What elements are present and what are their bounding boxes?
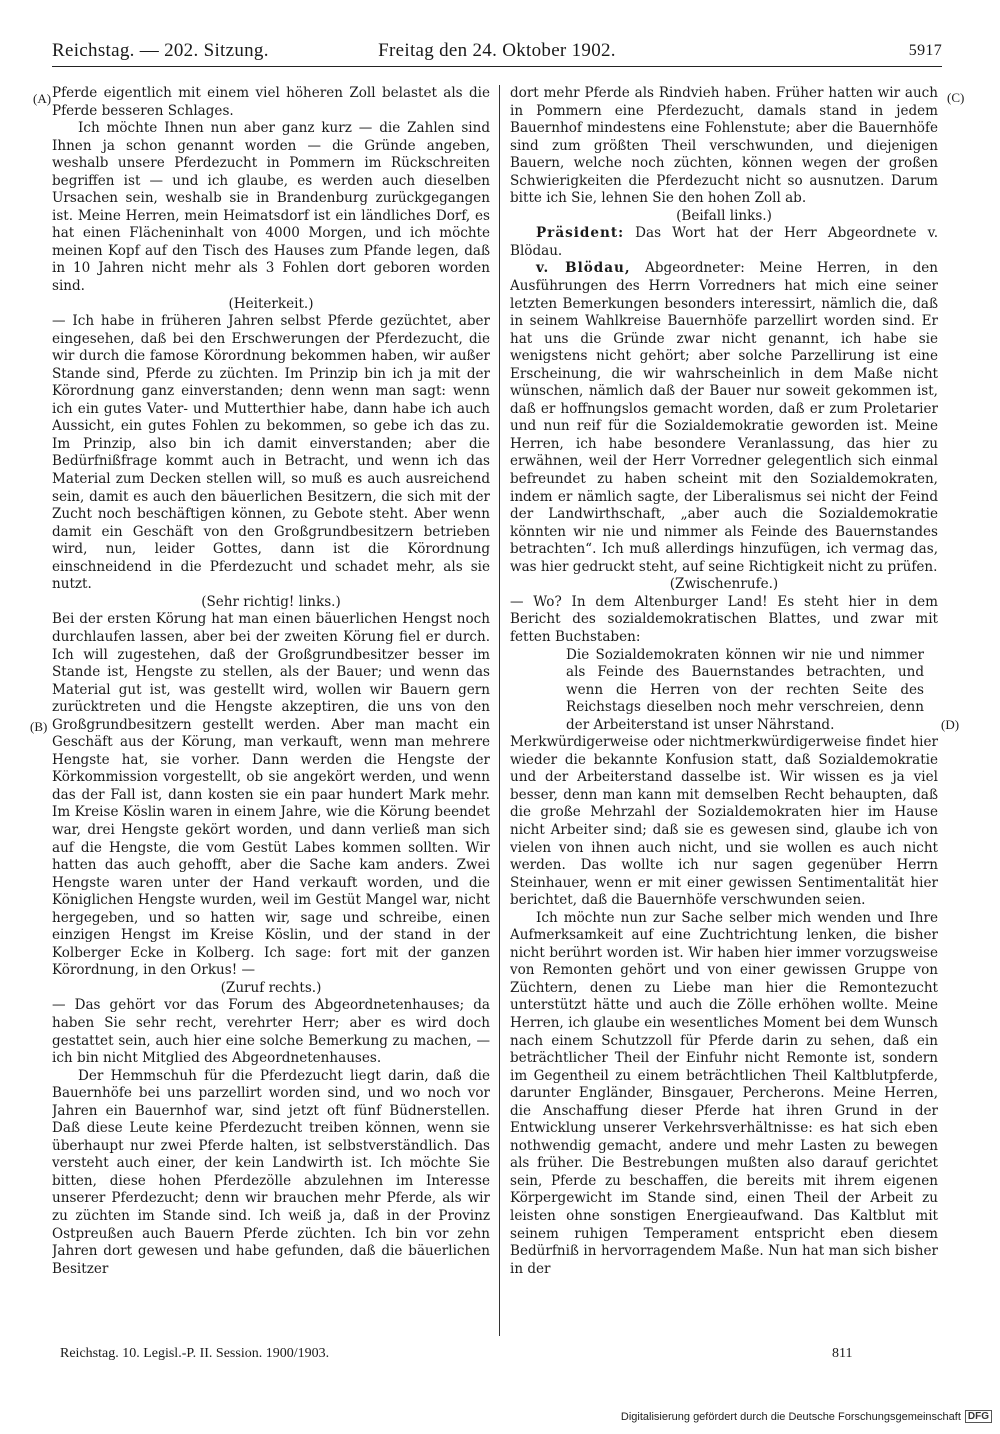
footer — [60, 1346, 498, 1362]
margin-mark-a: (A) — [33, 91, 52, 106]
speaker-text: Abgeordneter: Meine Herren, in den Ausführungen des Herrn Vorredners hat mich eine seiner letzten Bemerkungen besonders interessirt, nämlich die, daß in seinem Wahlkreise Bauernhöfe parzellirt worden sind. Er hat uns die Gründe zwar nicht genannt, ich habe sie wenigstens nicht gehört; aber solche Parzellirung ist eine Erscheinung, die wir wahrscheinlich in dem Maße nicht wünschen, nämlich daß der Bauer nur soweit gekommen ist, daß er hoffnungslos gemacht worden, daß er zum Proletarier und nun reif für die Sozialdemokratie geworden ist. Meine Herren, ich habe besondere Veranlassung, das hier zu erwähnen, weil der Herr Vorredner gelegentlich sich einmal befreundet zu haben scheint mit den Sozialdemokraten, indem er nämlich sagte, der Liberalismus sei nicht der Feind der Landwirthschaft, „aber auch die Sozialdemokratie könnten wir nie und nimmer als Feinde des Bauernstandes betrachten“. Ich muß allerdings hinzufügen, ich vermag das, was hier gedruckt steht, auf seine Richtigkeit nicht zu prüfen. — [510, 260, 938, 575]
right-column — [510, 85, 938, 1340]
speaker-text: Das Wort hat der Herr Abgeordnete v. Blödau. — [510, 225, 938, 259]
paragraph: Merkwürdigerweise oder nichtmerkwürdigerweise findet hier wieder die bekannte Konfusion statt, daß Sozialdemokratie und der Arbeiterstand dasselbe ist. Wir wissen es ja viel besser, denn man kann mit demselben Recht behaupten, daß die große Mehrzahl der Sozialdemokraten hier im Hause nicht Arbeiter sind; daß sie es gewesen sind, glaube ich von vielen von ihnen auch nicht, und sie wollen es auch nicht werden. Das wollte ich nur sagen gegenüber Herrn Steinhauer, wenn er mit einer gewissen Sentimentalität hier berichtet, daß die Bauernhöfe verschwunden seien. — [510, 734, 938, 909]
margin-mark-d: (D) — [941, 717, 960, 732]
speaker-paragraph — [510, 260, 938, 576]
left-column — [52, 85, 490, 1340]
paragraph: — Ich habe in früheren Jahren selbst Pferde gezüchtet, aber eingesehen, daß bei den Erschwerungen der Pferdezucht, die wir durch die famose Körordnung bekommen haben, wir außer Stande sind, Pferde zu züchten. Im Prinzip bin ich ja mit der Körordnung ganz einverstanden; denn wenn man sagt: wenn ich ein gutes Vater- und Mutterthier habe, dann habe ich auch Aussicht, ein gutes Fohlen zu bekommen, so gebe ich das zu. Im Prinzip, also bin ich damit einverstanden; aber die Bedürfnißfrage kommt auch in Betracht, und wenn ich das Material zum Decken stellen will, so muß es auch ausreichend sein, damit es auch den bäuerlichen Besitzern, die sich mit der Zucht noch beschäftigen können, zu Gebote steht. Aber wenn damit ein Geschäft von den Großgrundbesitzern betrieben wird, nun, leider Gottes, dann ist die Körordnung einschneidend in die Pferdezucht und schadet mehr, als sie nutzt. — [52, 313, 490, 593]
dfg-notice — [621, 1410, 992, 1423]
interjection: (Zuruf rechts.) — [220, 979, 322, 996]
paragraph: dort mehr Pferde als Rindvieh haben. Früher hatten wir auch in Pommern eine Pferdezucht, damals stand in jedem Bauernhof mindestens eine Fohlenstute; aber die Bauernhöfe sind zum größten Theil verschwunden, und diejenigen Bauern, welche noch züchten, können wegen der großen Schwierigkeiten die Pferdezucht nicht so ausnutzen. Darum bitte ich Sie, lehnen Sie den hohen Zoll ab. — [510, 85, 938, 207]
paragraph: — Das gehört vor das Forum des Abgeordnetenhauses; da haben Sie sehr recht, verehrter Herr; aber es wird doch gestattet sein, auch hier eine solche Bemerkung zu machen, — ich bin nicht Mitglied des Abgeordnetenhauses. — [52, 997, 490, 1067]
interjection: (Sehr richtig! links.) — [201, 593, 341, 610]
running-header — [52, 36, 942, 67]
paragraph: Pferde eigentlich mit einem viel höheren Zoll belastet als die Pferde besseren Schlages. — [52, 85, 490, 119]
paragraph: Der Hemmschuh für die Pferdezucht liegt darin, daß die Bauernhöfe bei uns parzellirt worden sind, und wo noch vor Jahren ein Bauernhof war, sind jetzt oft fünf Büdnerstellen. Daß diese Leute keine Pferdezucht treiben können, wenn sie überhaupt nur zwei Pferde halten, ist selbstverständlich. Das versteht auch einer, der kein Landwirth ist. Ich möchte Sie bitten, diese hohen Pferdezölle abzulehnen im Interesse unserer Pferdezucht; denn wir brauchen mehr Pferde, als wir zu züchten im Stande sind. Ich weiß ja, daß in der Provinz Ostpreußen auch Bauern Pferde züchten. Ich bin vor zehn Jahren dort gewesen und habe gefunden, daß die bäuerlichen Besitzer — [52, 1067, 490, 1277]
speaker-paragraph — [510, 225, 938, 260]
column-divider — [499, 85, 500, 1336]
interjection: (Heiterkeit.) — [228, 295, 314, 312]
paragraph: — Wo? In dem Altenburger Land! Es steht hier in dem Bericht des sozialdemokratischen Blattes, und zwar mit fetten Buchstaben: — [510, 593, 938, 645]
quotation: Die Sozialdemokraten können wir nie und nimmer als Feinde des Bauernstandes betrachten, und wenn die Herren von der rechten Seite des Reichstags dieselben noch mehr verschreien, denn der Arbeiterstand ist unser Nährstand. — [566, 646, 924, 733]
page-number: 5917 — [908, 42, 942, 59]
speaker-name: Präsident: — [536, 225, 625, 242]
interjection: (Zwischenrufe.) — [669, 576, 779, 593]
paragraph-text: Bei der ersten Körung hat man einen bäuerlichen Hengst noch durchlaufen lassen, aber bei der zweiten Körung fiel er durch. Ich will zugestehen, daß der Großgrundbesitzer besser im Stande ist, Hengste zu stellen, als der Bauer; und wenn das Material gut ist, was gestellt wird, wollen wir Bauern gern zurücktreten und die Hengste akzeptiren, die uns von den Großgrundbesitzern gestellt werden. Aber man macht ein Geschäft aus der Körung, man verkauft, wenn man mehrere Hengste hat, sie vorher. Dann werden die Hengste der Körkommission vorgestellt, ob sie angekört werden, und wenn das der Fall ist, dann kosten sie ein paar hundert Mark mehr. Im Kreise Köslin waren in einem Jahre, wie die Körung beendet war, drei Hengste gekört worden, und dann verließ man sich auf die Hengste, die vom Gestüt Labes kommen sollten. Wir hatten das auch gehofft, aber die Sache kam anders. Zwei Hengste waren unter der Hand verkauft worden, und die Königlichen Hengste wurden, weil im Gestüt Mangel war, nicht hergegeben, und so hatten wir, sage und schreibe, einen einzigen Hengst im Kreise Köslin, und der stand in der Kolberger Ecke in Kolberg. Ich sage: fort mit der ganzen Körordnung, in den Orkus! — [52, 611, 490, 979]
dfg-notice-text: Digitalisierung gefördert durch die Deutsche Forschungsgemeinschaft — [620, 1410, 961, 1423]
dfg-logo-icon: DFG — [965, 1410, 992, 1423]
paragraph: Ich möchte Ihnen nun aber ganz kurz — die Zahlen sind Ihnen ja schon genannt worden — die Gründe angeben, weshalb unsere Pferdezucht in Pommern im Rückschreiten begriffen ist — und ich glaube, es werden auch dieselben Ursachen sein, weshalb sie in Brandenburg zurückgegangen ist. Meine Herren, mein Heimatsdorf ist ein ländliches Dorf, es hat einen Flächeninhalt von 4000 Morgen, und ich möchte meinen Kopf auf den Tisch des Hauses zum Pfande legen, daß in 10 Jahren nicht mehr als 3 Fohlen dort geboren worden sind. — [52, 120, 490, 295]
header-left: Reichstag. — 202. Sitzung. — [52, 40, 269, 61]
margin-mark-c: (C) — [947, 90, 965, 105]
footer-imprint: Reichstag. 10. Legisl.-P. II. Session. 1900/1903. — [60, 1346, 330, 1361]
paragraph — [52, 611, 490, 979]
paragraph-dash: — — [237, 962, 256, 979]
margin-mark-b: (B) — [30, 719, 48, 734]
sheet-signature: 811 — [832, 1346, 853, 1361]
header-date: Freitag den 24. Oktober 1902. — [378, 40, 616, 61]
speaker-name: v. Blödau, — [536, 260, 631, 277]
interjection: (Beifall links.) — [676, 207, 772, 224]
paragraph: Ich möchte nun zur Sache selber mich wenden und Ihre Aufmerksamkeit auf eine Zuchtrichtung lenken, die bisher nicht berührt worden ist. Wir haben hier immer vorzugsweise von Remonten gehört und von einer gewissen Gruppe von Züchtern, denen zu Liebe man hier die Remontezucht unterstützt hätte und auch die Zölle erhöhen wollte. Meine Herren, ich glaube ein wesentliches Moment bei dem Wunsch nach einem Schutzzoll für Pferde darin zu sehen, daß ein beträchtlicher Theil der Einfuhr nicht Remonte ist, sondern im Gegentheil zu einem beträchtlichen Theil Kaltblutpferde, darunter Engländer, Binsgauer, Percherons. Meine Herren, die Anschaffung dieser Pferde hat ihren Grund in der Entwicklung unserer Verkehrsverhältnisse: es hat sich eben nothwendig gemacht, andere und mehr Lasten zu bewegen als früher. Die Bestrebungen mußten also darauf gerichtet sein, Pferde zu beschaffen, die bereits mit ihrem eigenen Körpergewicht im Stande sind, einen Theil der Arbeit zu leisten ohne sonstigen Energieaufwand. Das Kaltblut mit seinem ruhigen Temperament entspricht eben diesem Bedürfniß in hervorragendem Maße. Nun hat man sich bisher in der — [510, 909, 938, 1277]
